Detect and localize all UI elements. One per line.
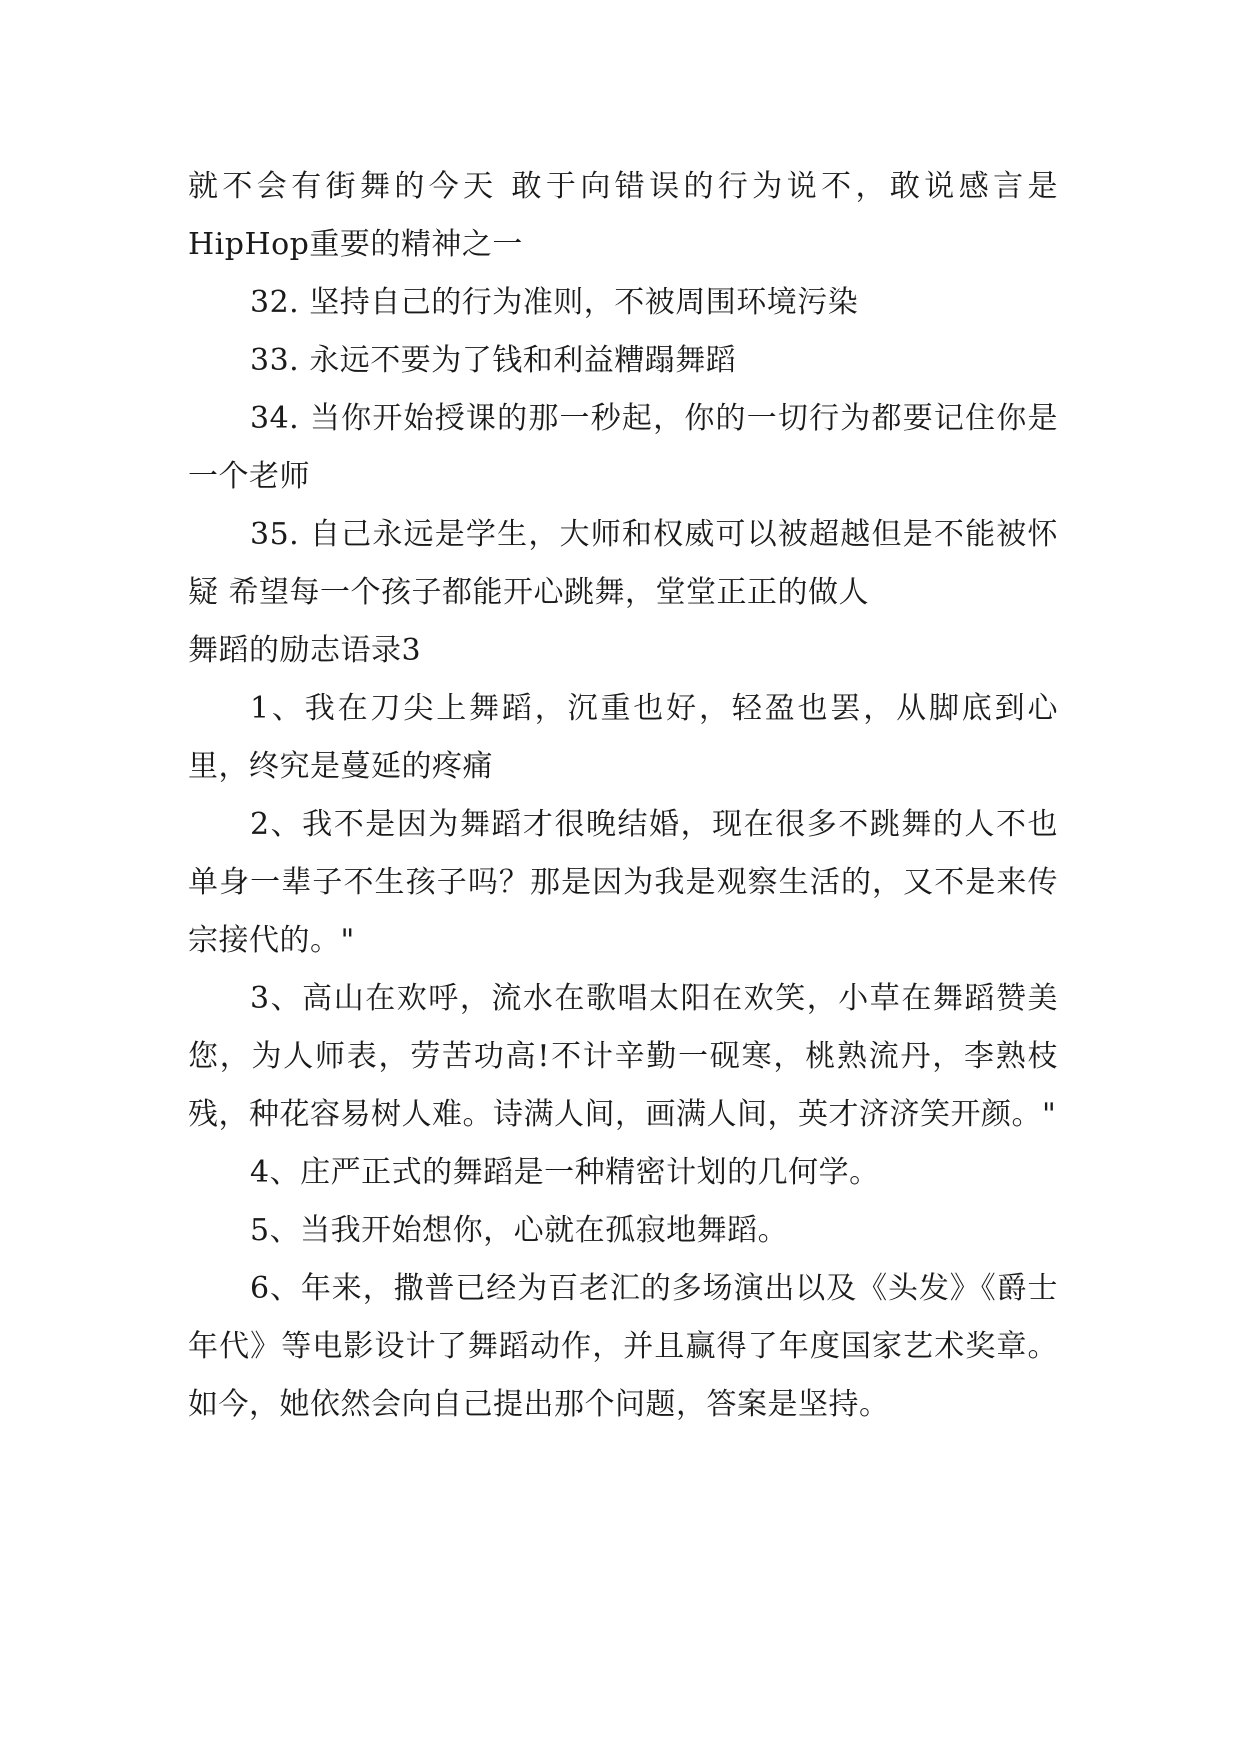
quote-item-6: 6、年来，撒普已经为百老汇的多场演出以及《头发》《爵士年代》等电影设计了舞蹈动作，并且赢得了年度国家艺术奖章。如今，她依然会向自己提出那个问题，答案是坚持。 <box>188 1271 1058 1422</box>
quote-item-34: 34. 当你开始授课的那一秒起，你的一切行为都要记住你是一个老师 <box>188 401 1058 494</box>
quote-item-1: 1、我在刀尖上舞蹈，沉重也好，轻盈也罢，从脚底到心里，终究是蔓延的疼痛 <box>188 691 1058 784</box>
quote-item-2: 2、我不是因为舞蹈才很晚结婚，现在很多不跳舞的人不也单身一辈子不生孩子吗？那是因为我是观察生活的，又不是来传宗接代的。" <box>188 807 1058 958</box>
document-body <box>188 158 1058 1434</box>
quote-item-32: 32. 坚持自己的行为准则，不被周围环境污染 <box>250 285 859 320</box>
quote-item-3: 3、高山在欢呼，流水在歌唱太阳在欢笑，小草在舞蹈赞美您，为人师表，劳苦功高!不计辛勤一砚寒，桃熟流丹，李熟枝残，种花容易树人难。诗满人间，画满人间，英才济济笑开颜。" <box>188 981 1058 1132</box>
quote-item-5: 5、当我开始想你，心就在孤寂地舞蹈。 <box>250 1213 789 1248</box>
paragraph-continuation: 就不会有街舞的今天 敢于向错误的行为说不，敢说感言是HipHop重要的精神之一 <box>188 169 1058 262</box>
quote-item-35: 35. 自己永远是学生，大师和权威可以被超越但是不能被怀疑 希望每一个孩子都能开心跳舞，堂堂正正的做人 <box>188 517 1058 610</box>
quote-item-4: 4、庄严正式的舞蹈是一种精密计划的几何学。 <box>250 1155 880 1190</box>
section-heading: 舞蹈的励志语录3 <box>188 633 422 668</box>
quote-item-33: 33. 永远不要为了钱和利益糟蹋舞蹈 <box>250 343 737 378</box>
